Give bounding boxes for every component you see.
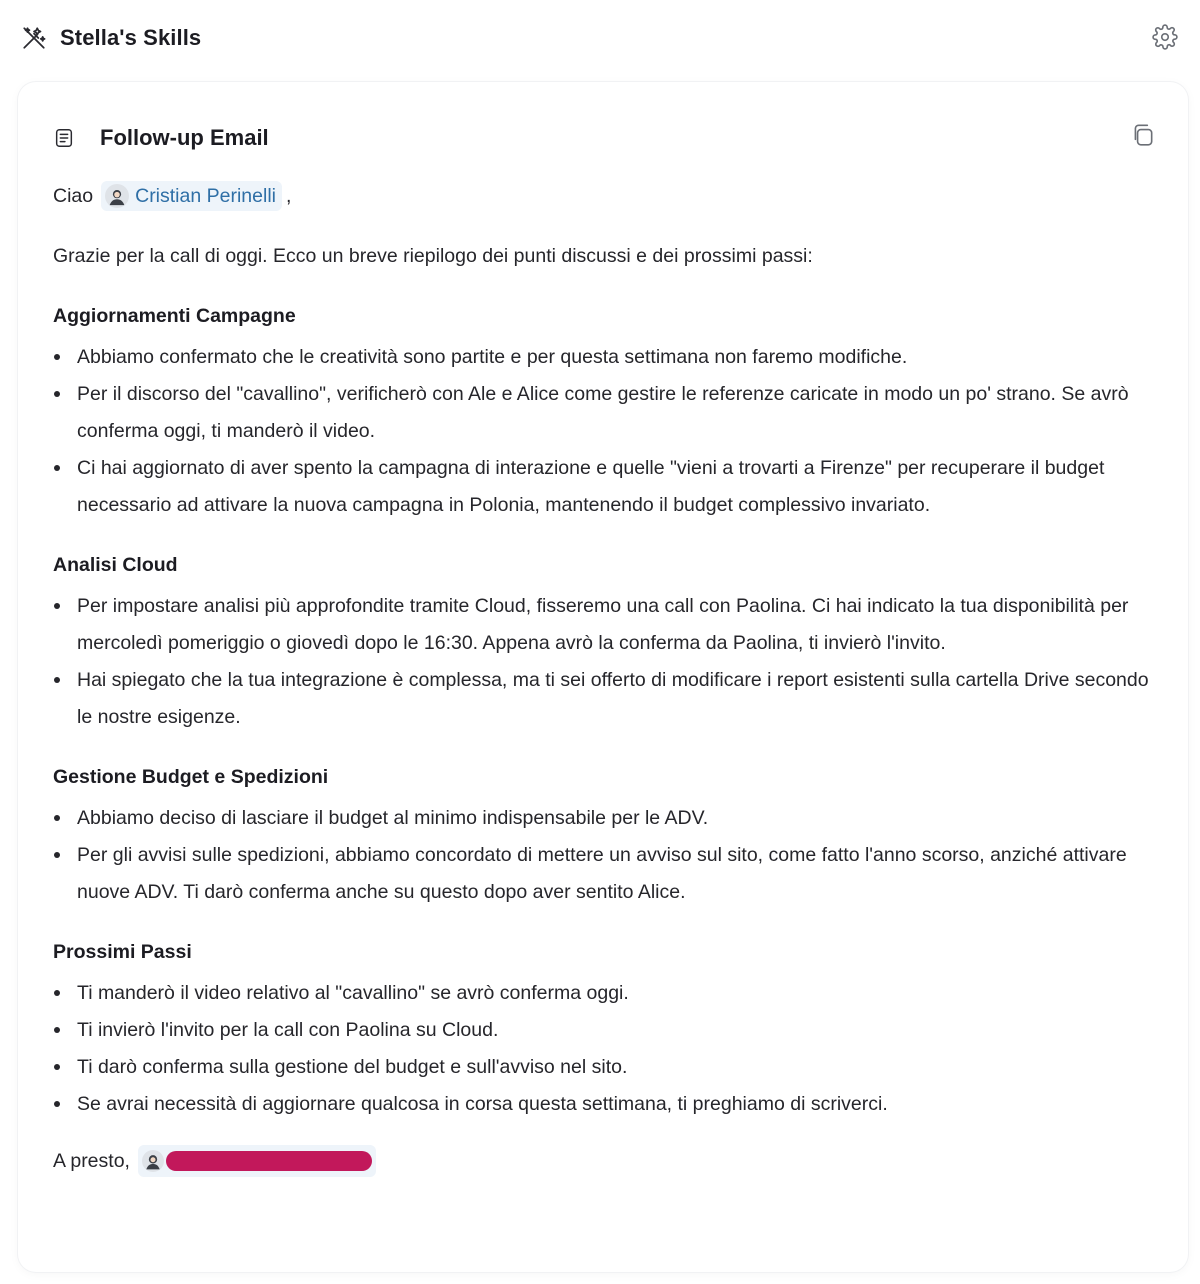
list-item: Hai spiegato che la tua integrazione è complessa, ma ti sei offerto di modificare i report esistenti sulla cartella Drive secondo le nostre esigenze.	[53, 662, 1163, 736]
section-heading: Aggiornamenti Campagne	[53, 305, 296, 327]
list-item: Ti invierò l'invito per la call con Paolina su Cloud.	[53, 1012, 1163, 1049]
list-item: Per impostare analisi più approfondite tramite Cloud, fisseremo una call con Paolina. Ci hai indicato la tua disponibilità per mercoledì pomeriggio o giovedì dopo le 16:30. Appena avrò la conferma da Paolina, ti invierò l'invito.	[53, 588, 1163, 662]
document-icon	[52, 126, 76, 150]
signoff-line	[53, 1143, 1163, 1179]
email-body	[53, 178, 1163, 1179]
redacted-signature	[166, 1151, 372, 1171]
card-header	[52, 122, 1158, 154]
bullet-list	[53, 800, 1163, 911]
section-heading: Prossimi Passi	[53, 941, 192, 963]
list-item: Se avrai necessità di aggiornare qualcosa in corsa questa settimana, ti preghiamo di scriverci.	[53, 1086, 1163, 1123]
copy-icon[interactable]	[1128, 120, 1158, 150]
bullet-list	[53, 588, 1163, 736]
app-title: Stella's Skills	[60, 25, 202, 50]
signature-mention[interactable]	[138, 1145, 376, 1177]
section-heading: Analisi Cloud	[53, 554, 178, 576]
greeting-suffix: ,	[286, 184, 292, 207]
list-item: Per il discorso del "cavallino", verificherò con Ale e Alice come gestire le referenze caricate in modo un po' strano. Se avrò conferma oggi, ti manderò il video.	[53, 376, 1163, 450]
list-item: Abbiamo deciso di lasciare il budget al minimo indispensabile per le ADV.	[53, 800, 1163, 837]
email-card	[18, 82, 1188, 1272]
list-item: Per gli avvisi sulle spedizioni, abbiamo concordato di mettere un avviso sul sito, come fatto l'anno scorso, anziché attivare nuove ADV. Ti darò conferma anche su questo dopo aver sentito Alice.	[53, 837, 1163, 911]
bullet-list	[53, 339, 1163, 524]
recipient-name: Cristian Perinelli	[135, 184, 276, 207]
bullet-list	[53, 975, 1163, 1123]
wand-sparkles-icon	[20, 24, 48, 52]
gear-icon[interactable]	[1150, 22, 1180, 52]
avatar	[142, 1150, 164, 1172]
top-bar	[0, 0, 1200, 76]
section-heading: Gestione Budget e Spedizioni	[53, 766, 329, 788]
signoff-text: A presto,	[53, 1149, 130, 1172]
list-item: Ti darò conferma sulla gestione del budget e sull'avviso nel sito.	[53, 1049, 1163, 1086]
recipient-mention[interactable]	[101, 181, 282, 211]
list-item: Ti manderò il video relativo al "cavallino" se avrò conferma oggi.	[53, 975, 1163, 1012]
greeting-text: Ciao	[53, 184, 94, 207]
intro-paragraph: Grazie per la call di oggi. Ecco un breve riepilogo dei punti discussi e dei prossimi passi:	[53, 245, 813, 267]
list-item: Ci hai aggiornato di aver spento la campagna di interazione e quelle "vieni a trovarti a Firenze" per recuperare il budget necessario ad attivare la nuova campagna in Polonia, mantenendo il budget complessivo invariato.	[53, 450, 1163, 524]
email-sections	[53, 301, 1163, 1123]
greeting-line	[53, 178, 1163, 214]
list-item: Abbiamo confermato che le creatività sono partite e per questa settimana non faremo modifiche.	[53, 339, 1163, 376]
card-title: Follow-up Email	[100, 125, 269, 150]
avatar	[105, 184, 129, 208]
